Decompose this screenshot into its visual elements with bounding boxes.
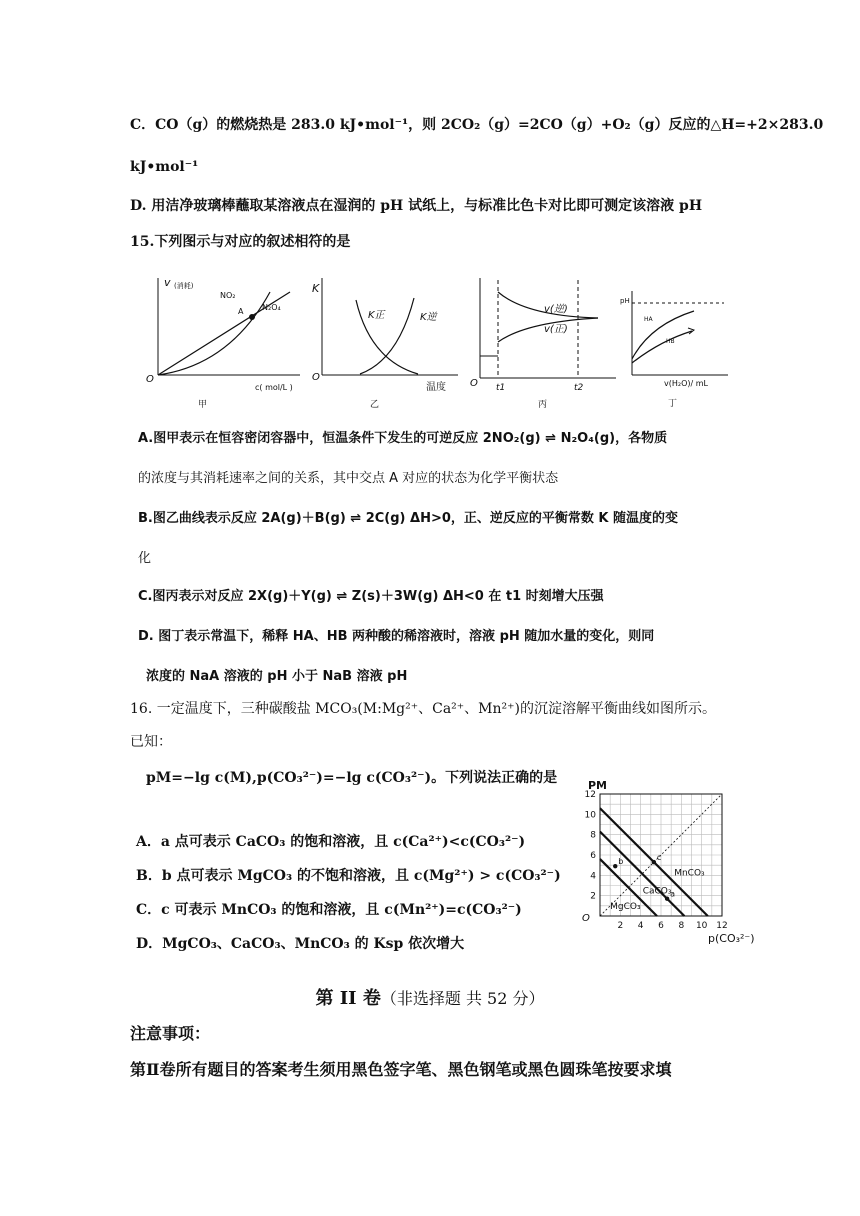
jia-point-a: A [238, 307, 244, 316]
x-tick-label: 4 [637, 921, 644, 931]
q16-chart [578, 772, 758, 952]
q15-option-a-line1: A.图甲表示在恒容密闭容器中，恒温条件下发生的可逆反应 2NO₂(g) ⇌ N₂O₄(g)，各物质 [138, 431, 668, 446]
q16-option-d: D．MgCO₃、CaCO₃、MnCO₃ 的 Ksp 依次增大 [136, 936, 465, 952]
bing-t1: t1 [496, 383, 506, 393]
part2-heading [0, 984, 860, 1010]
x-tick-label: 8 [678, 921, 685, 931]
yi-k-ni: K逆 [420, 312, 437, 323]
x-tick-label: 6 [658, 921, 664, 931]
jia-ylabel: v [164, 276, 171, 289]
ding-hb: HB [666, 338, 675, 345]
q15-figure-ding [620, 285, 740, 410]
ding-ylabel: pH [620, 297, 630, 305]
jia-origin: O [146, 374, 154, 385]
series-label: MgCO₃ [610, 901, 641, 912]
jia-no2-label: NO₂ [220, 291, 236, 300]
x-tick-label: 12 [716, 921, 728, 931]
ding-caption: 丁 [668, 399, 678, 409]
q15-figure-yi [308, 270, 468, 410]
yi-k-zheng: K正 [368, 310, 385, 321]
q15-option-b-line1: B.图乙曲线表示反应 2A(g)＋B(g) ⇌ 2C(g) ΔH>0，正、逆反应的平衡常数 K 随温度的变 [138, 511, 679, 526]
y-tick-label: 8 [590, 830, 596, 841]
q15-option-d-line2: 浓度的 NaA 溶液的 pH 小于 NaB 溶液 pH [146, 669, 408, 684]
q15-option-d-line1: D. 图丁表示常温下，稀释 HA、HB 两种酸的稀溶液时，溶液 pH 随加水量的变化，则同 [138, 629, 655, 644]
yi-origin: O [312, 372, 320, 383]
q16-stem-line1: 16. 一定温度下，三种碳酸盐 MCO₃(M:Mg²⁺、Ca²⁺、Mn²⁺)的沉淀溶解平衡曲线如图所示。 [130, 701, 716, 717]
part2-notice-title: 注意事项： [130, 1024, 211, 1043]
ding-ha: HA [644, 316, 653, 323]
q14-option-d: D. 用洁净玻璃棒蘸取某溶液点在湿润的 pH 试纸上，与标准比色卡对比即可测定该溶液 pH [130, 198, 703, 214]
point-marker [652, 860, 656, 864]
y-tick-label: 10 [584, 810, 596, 821]
jia-caption: 甲 [198, 400, 208, 410]
x-tick-label: 2 [617, 921, 624, 931]
bing-t2: t2 [574, 383, 584, 393]
yi-caption: 乙 [370, 400, 380, 410]
series-label: CaCO₃ [642, 886, 672, 897]
q16-option-b: B．b 点可表示 MgCO₃ 的不饱和溶液，且 c(Mg²⁺) > c(CO₃²⁻) [136, 868, 561, 884]
q15-figure-jia [140, 270, 310, 410]
bing-origin: O [470, 378, 478, 389]
point-marker [665, 897, 669, 901]
point-label: a [670, 889, 676, 899]
point-label: c [656, 853, 662, 863]
q14-option-c-line1: C．CO（g）的燃烧热是 283.0 kJ•mol⁻¹，则 2CO₂（g）=2CO（g）+O₂（g）反应的△H=+2×283.0 [130, 117, 824, 133]
bing-v-ni: v(逆) [544, 304, 568, 315]
q16-chart-xlabel: p(CO₃²⁻) [708, 932, 755, 945]
q15-option-c: C.图丙表示对反应 2X(g)＋Y(g) ⇌ Z(s)＋3W(g) ΔH<0 在 t1 时刻增大压强 [138, 589, 604, 604]
q15-option-b-line2: 化 [138, 551, 152, 566]
q16-option-a: A．a 点可表示 CaCO₃ 的饱和溶液，且 c(Ca²⁺)<c(CO₃²⁻) [136, 834, 526, 850]
q16-stem-line2: 已知： [130, 734, 172, 750]
q15-option-a-line2: 的浓度与其消耗速率之间的关系，其中交点 A 对应的状态为化学平衡状态 [138, 471, 559, 486]
y-tick-label: 12 [584, 790, 596, 800]
q14-option-c-line2: kJ•mol⁻¹ [130, 159, 199, 175]
y-tick-label: 2 [590, 891, 596, 902]
q16-chart-origin: O [582, 913, 590, 924]
ding-xlabel: v(H₂O)/ mL [664, 379, 708, 388]
part2-heading-main: 第 II 卷 [315, 988, 381, 1009]
q15-stem: 15.下列图示与对应的叙述相符的是 [130, 234, 351, 250]
q16-given: pM=−lg c(M),p(CO₃²⁻)=−lg c(CO₃²⁻)。下列说法正确的是 [146, 770, 558, 786]
point-a-marker [249, 314, 255, 320]
jia-n2o4-label: N₂O₄ [262, 303, 281, 312]
q16-chart-ylabel: PM [588, 779, 608, 792]
bing-caption: 丙 [538, 400, 548, 410]
q15-figure-bing [466, 270, 626, 410]
jia-ylabel-sub: (消耗) [174, 282, 194, 290]
part2-notice-line: 第Ⅱ卷所有题目的答案考生须用黑色签字笔、黑色钢笔或黑色圆珠笔按要求填 [130, 1060, 672, 1079]
y-tick-label: 6 [590, 851, 596, 861]
point-marker [613, 864, 617, 868]
series-label: MnCO₃ [674, 868, 705, 879]
yi-ylabel: K [312, 282, 320, 295]
jia-xlabel: c( mol/L ) [255, 383, 293, 392]
bing-v-zheng: v(正) [544, 324, 568, 335]
part2-heading-sub: （非选择题 共 52 分） [380, 989, 545, 1008]
y-tick-label: 4 [590, 871, 596, 882]
x-tick-label: 10 [695, 921, 708, 931]
yi-xlabel: 温度 [426, 382, 446, 393]
point-label: b [618, 857, 624, 867]
q16-option-c: C．c 可表示 MnCO₃ 的饱和溶液，且 c(Mn²⁺)=c(CO₃²⁻) [136, 902, 522, 918]
